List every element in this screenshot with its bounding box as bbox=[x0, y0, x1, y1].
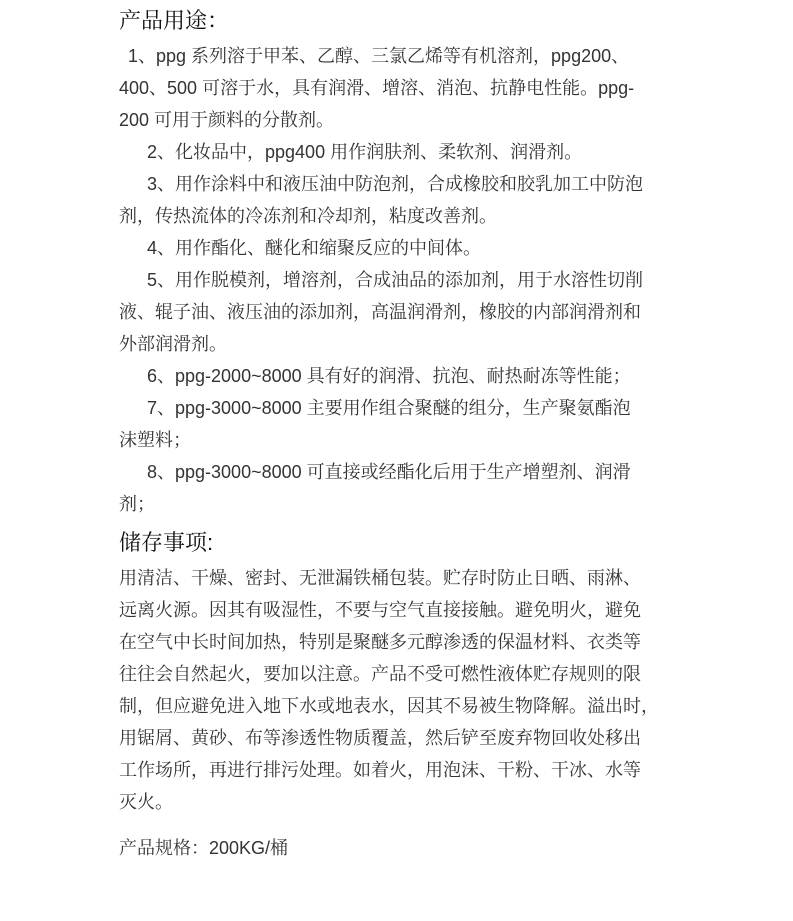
text-line: 3、用作涂料中和液压油中防泡剂，合成橡胶和胶乳加工中防泡 bbox=[147, 174, 644, 194]
text-line: 400、500 可溶于水，具有润滑、增溶、消泡、抗静电性能。ppg- bbox=[119, 78, 635, 98]
text-line: 在空气中长时间加热，特别是聚醚多元醇渗透的保温材料、衣类等 bbox=[119, 632, 641, 652]
text-line: 6、ppg-2000~8000 具有好的润滑、抗泡、耐热耐冻等性能； bbox=[147, 366, 631, 386]
text-line: 2、化妆品中，ppg400 用作润肤剂、柔软剂、润滑剂。 bbox=[147, 142, 583, 162]
text-line: 200 可用于颜料的分散剂。 bbox=[119, 110, 335, 130]
text-line: 工作场所，再进行排污处理。如着火，用泡沫、干粉、干冰、水等 bbox=[119, 760, 641, 780]
text-line: 外部润滑剂。 bbox=[119, 334, 227, 354]
product-spec: 产品规格：200KG/桶 bbox=[119, 838, 289, 858]
usage-list bbox=[119, 40, 699, 520]
text-line: 5、用作脱模剂，增溶剂，合成油品的添加剂，用于水溶性切削 bbox=[147, 270, 644, 290]
storage-heading: 储存事项: bbox=[119, 530, 214, 555]
text-line: 灭火。 bbox=[119, 792, 173, 812]
storage-paragraph bbox=[119, 562, 699, 818]
usage-item-1 bbox=[119, 40, 699, 136]
text-line: 剂，传热流体的冷冻剂和冷却剂，粘度改善剂。 bbox=[119, 206, 497, 226]
usage-item-8 bbox=[119, 456, 699, 520]
text-line: 用锯屑、黄砂、布等渗透性物质覆盖，然后铲至废弃物回收处移出 bbox=[119, 728, 641, 748]
usage-item-6 bbox=[119, 360, 699, 392]
usage-item-2 bbox=[119, 136, 699, 168]
usage-item-4 bbox=[119, 232, 699, 264]
text-line: 剂； bbox=[119, 494, 155, 514]
usage-item-5 bbox=[119, 264, 699, 360]
text-line: 1、ppg 系列溶于甲苯、乙醇、三氯乙烯等有机溶剂，ppg200、 bbox=[128, 46, 630, 66]
usage-item-7 bbox=[119, 392, 699, 456]
text-line: 往往会自然起火，要加以注意。产品不受可燃性液体贮存规则的限 bbox=[119, 664, 641, 684]
text-line: 7、ppg-3000~8000 主要用作组合聚醚的组分，生产聚氨酯泡 bbox=[147, 398, 631, 418]
text-line: 用清洁、干燥、密封、无泄漏铁桶包装。贮存时防止日晒、雨淋、 bbox=[119, 568, 641, 588]
usage-item-3 bbox=[119, 168, 699, 232]
usage-heading: 产品用途： bbox=[119, 8, 230, 33]
text-line: 8、ppg-3000~8000 可直接或经酯化后用于生产增塑剂、润滑 bbox=[147, 462, 631, 482]
text-line: 制，但应避免进入地下水或地表水，因其不易被生物降解。溢出时， bbox=[119, 696, 659, 716]
text-line: 沫塑料； bbox=[119, 430, 191, 450]
text-line: 远离火源。因其有吸湿性，不要与空气直接接触。避免明火，避免 bbox=[119, 600, 641, 620]
text-line: 液、辊子油、液压油的添加剂，高温润滑剂，橡胶的内部润滑剂和 bbox=[119, 302, 641, 322]
text-line: 4、用作酯化、醚化和缩聚反应的中间体。 bbox=[147, 238, 482, 258]
